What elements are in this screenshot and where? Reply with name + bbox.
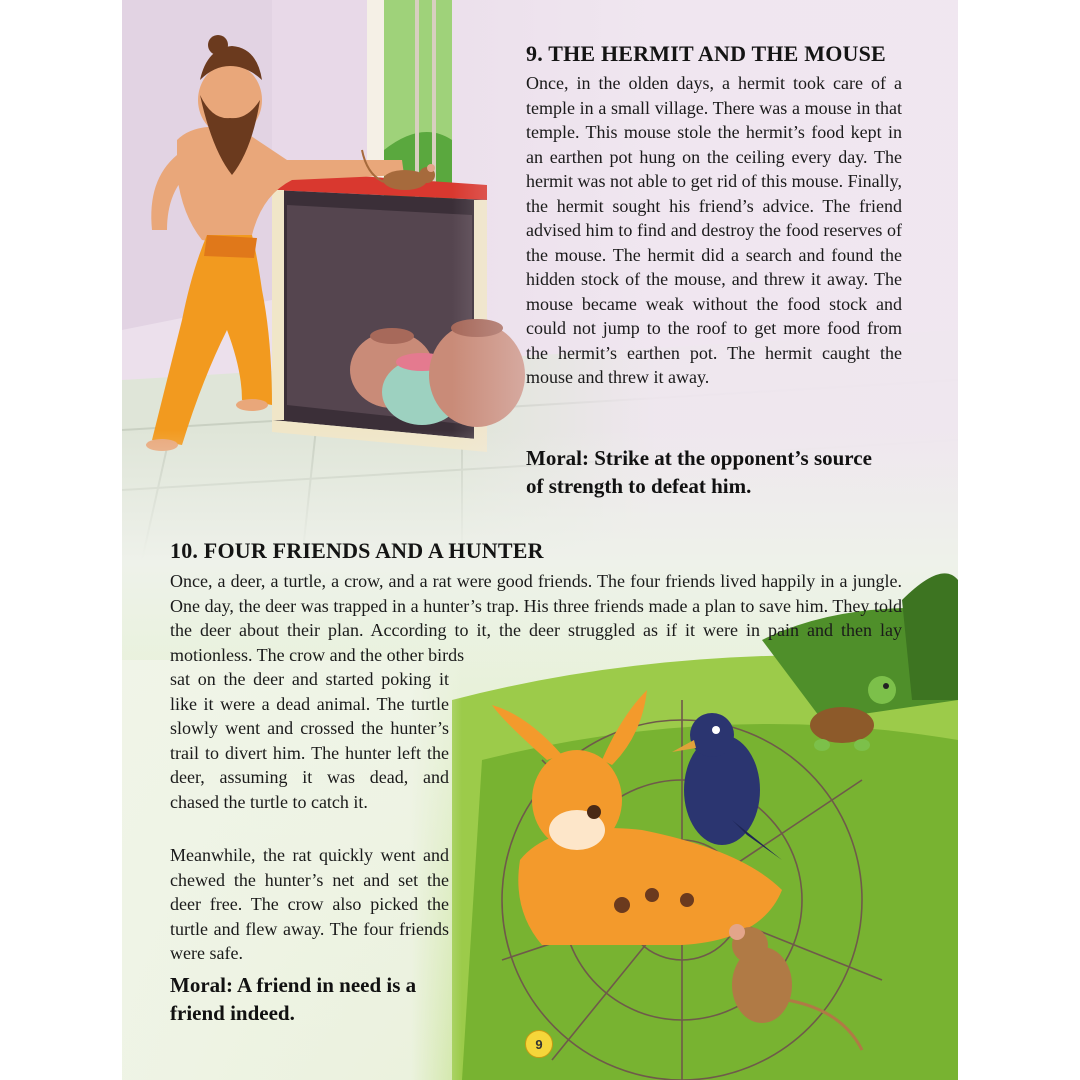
page-number: 9: [525, 1030, 553, 1058]
story-10-body-narrow: sat on the deer and started poking it like it were a dead animal. The turtle slowly went and crossed the hunter’s trail to divert him. The hunter left the deer, assuming it was dead, and chased the turtle to catch it.: [170, 669, 449, 812]
story-10-body-second: Meanwhile, the rat quickly went and chewed the hunter’s net and set the deer free. The crow also picked the turtle and flew away. The four friends were safe.: [170, 845, 449, 963]
story-10-title: 10. FOUR FRIENDS AND A HUNTER: [170, 538, 544, 563]
story-9-body: Once, in the olden days, a hermit took care of a temple in a small village. There was a mouse in that temple. This mouse stole the hermit’s food kept in an earthen pot hung on the ceiling every day. The hermit was not able to get rid of this mouse. Finally, the hermit sought his friend’s advice. The friend advised him to find and destroy the food reserves of the mouse. The hermit did a search and found the hidden stock of the mouse, and threw it away. The mouse became weak without the food stock and could not jump to the roof to get more food from the hermit’s earthen pot. The hermit caught the mouse and threw it away.: [526, 73, 902, 387]
storybook-page: [122, 0, 958, 1080]
story-9-title: 9. THE HERMIT AND THE MOUSE: [526, 41, 886, 66]
story-10-moral: Moral: A friend in need is a friend indeed.: [170, 973, 417, 1025]
story-10-body-wide: Once, a deer, a turtle, a crow, and a rat were good friends. The four friends lived happily in a jungle. One day, the deer was trapped in a hunter’s trap. His three friends made a plan to save him. They told the deer about their plan. According to it, the deer struggled as if it were in pain and then lay motionless. The crow and the other birds: [170, 571, 902, 665]
story-9-moral: Moral: Strike at the opponent’s source of strength to defeat him.: [526, 446, 872, 498]
